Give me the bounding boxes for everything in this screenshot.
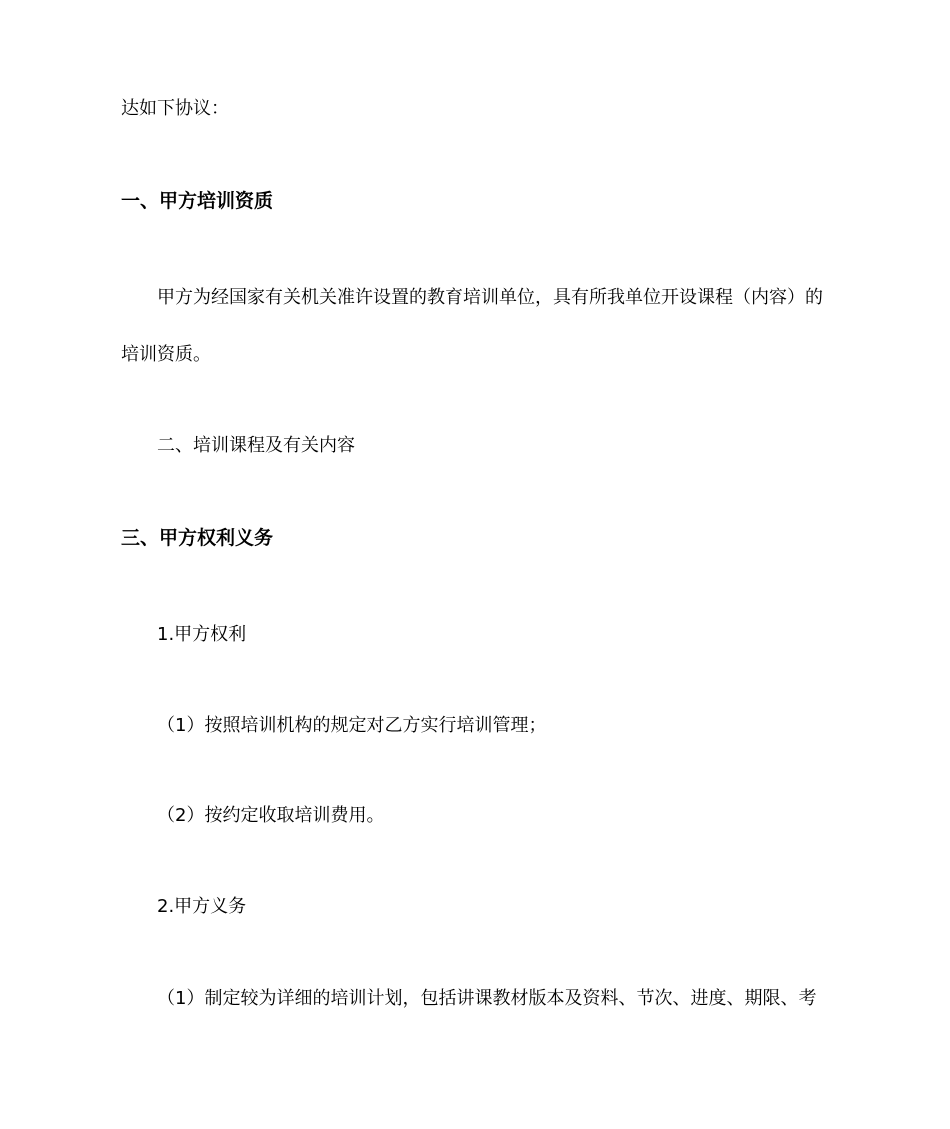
intro-text: 达如下协议： xyxy=(121,98,229,119)
rights-title: 1.甲方权利 xyxy=(157,624,247,645)
qualification-paragraph-line-1: 甲方为经国家有关机关准许设置的教育培训单位，具有所我单位开设课程（内容）的 xyxy=(157,287,823,308)
rights-item-2: （2）按约定收取培训费用。 xyxy=(157,805,385,826)
section-heading-rights-duties: 三、甲方权利义务 xyxy=(121,527,274,549)
section-heading-courses: 二、培训课程及有关内容 xyxy=(157,435,355,456)
duties-title: 2.甲方义务 xyxy=(157,896,247,917)
duties-item-1: （1）制定较为详细的培训计划，包括讲课教材版本及资料、节次、进度、期限、考 xyxy=(157,988,817,1009)
section-heading-qualification: 一、甲方培训资质 xyxy=(121,190,274,212)
rights-item-1: （1）按照培训机构的规定对乙方实行培训管理； xyxy=(157,715,547,736)
qualification-paragraph-line-2: 培训资质。 xyxy=(121,344,211,365)
